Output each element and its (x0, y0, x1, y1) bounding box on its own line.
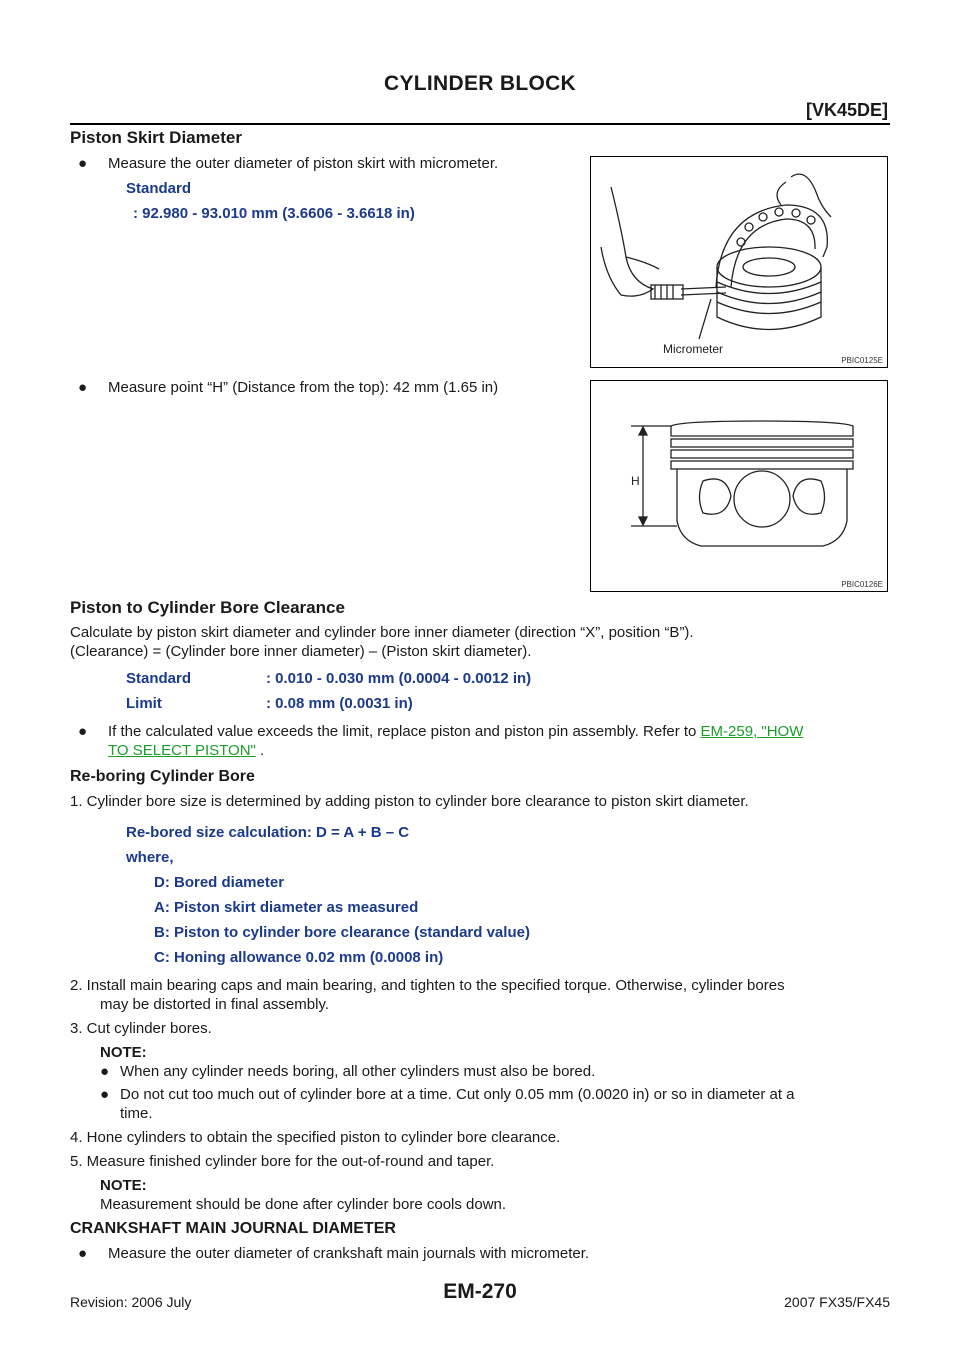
header-rule (70, 123, 890, 125)
clearance-paragraph-2: (Clearance) = (Cylinder bore inner diameter) – (Piston skirt diameter). (70, 643, 532, 660)
clearance-limit-value: : 0.08 mm (0.0031 in) (266, 695, 413, 712)
micrometer-illustration (591, 157, 887, 367)
piston-illustration (591, 381, 887, 591)
bullet-crankshaft (78, 1244, 920, 1263)
bullet-icon: ● (78, 155, 88, 172)
link-how-to-select-piston-cont[interactable]: TO SELECT PISTON" (108, 742, 256, 759)
link-how-to-select-piston[interactable]: EM-259, "HOW (700, 723, 804, 740)
note-label: NOTE: (100, 1044, 147, 1061)
step-5: 5. Measure finished cylinder bore for the out-of-round and taper. (70, 1153, 495, 1170)
clearance-paragraph-1: Calculate by piston skirt diameter and cylinder bore inner diameter (direction “X”, position “B”). (70, 624, 694, 641)
bullet-icon: ● (78, 723, 88, 740)
bullet-icon: ● (78, 1245, 88, 1262)
calc-where: where, (126, 849, 174, 866)
standard-label: Standard (126, 180, 192, 197)
engine-model: [VK45DE] (805, 100, 888, 120)
bullet-exceeds-limit (78, 722, 920, 760)
note2-label: NOTE: (100, 1177, 147, 1194)
figure-code: PBIC0126E (841, 580, 883, 589)
heading-piston-skirt-diameter: Piston Skirt Diameter (70, 128, 242, 147)
calc-a: A: Piston skirt diameter as measured (154, 899, 419, 916)
calc-formula: Re-bored size calculation: D = A + B – C (126, 824, 410, 841)
clearance-limit-label: Limit (126, 695, 162, 712)
figure-piston-h (590, 380, 888, 592)
bullet-icon: ● (100, 1063, 110, 1080)
step-1: 1. Cylinder bore size is determined by adding piston to cylinder bore clearance to piston skirt diameter. (70, 793, 749, 810)
calc-c: C: Honing allowance 0.02 mm (0.0008 in) (154, 949, 444, 966)
standard-value: : 92.980 - 93.010 mm (3.6606 - 3.6618 in) (133, 205, 415, 222)
bullet-text-cont: time. (120, 1105, 153, 1122)
bullet-text: Do not cut too much out of cylinder bore at a time. Cut only 0.05 mm (0.0020 in) or so in diameter at a (120, 1086, 795, 1103)
note2-text: Measurement should be done after cylinder bore cools down. (100, 1196, 507, 1213)
h-dimension-label: H (631, 474, 640, 488)
calc-b: B: Piston to cylinder bore clearance (standard value) (154, 924, 530, 941)
bullet-text: Measure point “H” (Distance from the top): 42 mm (1.65 in) (108, 379, 499, 396)
figure-code: PBIC0125E (841, 356, 883, 365)
micrometer-label: Micrometer (663, 342, 724, 356)
calc-d: D: Bored diameter (154, 874, 285, 891)
step-2: 2. Install main bearing caps and main bearing, and tighten to the specified torque. Otherwise, cylinder bores (70, 977, 785, 994)
page-title: CYLINDER BLOCK (383, 72, 577, 95)
bullet-icon: ● (100, 1086, 110, 1103)
note-bullet-1 (100, 1062, 910, 1081)
figure-micrometer (590, 156, 888, 368)
clearance-standard-label: Standard (126, 670, 192, 687)
bullet-icon: ● (78, 379, 88, 396)
page-number: EM-270 (443, 1280, 517, 1303)
footer-revision: Revision: 2006 July (70, 1294, 192, 1310)
step-3: 3. Cut cylinder bores. (70, 1020, 212, 1037)
step-2-cont: may be distorted in final assembly. (100, 996, 329, 1013)
step-4: 4. Hone cylinders to obtain the specified piston to cylinder bore clearance. (70, 1129, 561, 1146)
bullet-text: When any cylinder needs boring, all other cylinders must also be bored. (120, 1063, 596, 1080)
clearance-standard-value: : 0.010 - 0.030 mm (0.0004 - 0.0012 in) (266, 670, 532, 687)
bullet-text: If the calculated value exceeds the limit, replace piston and piston pin assembly. Refer to (108, 723, 701, 740)
bullet-measure-point (78, 378, 598, 397)
bullet-text: Measure the outer diameter of piston skirt with micrometer. (108, 155, 499, 172)
heading-piston-bore-clearance: Piston to Cylinder Bore Clearance (70, 598, 345, 617)
note-bullet-2 (100, 1085, 910, 1123)
bullet-text: Measure the outer diameter of crankshaft main journals with micrometer. (108, 1245, 590, 1262)
bullet-text-end: . (255, 742, 265, 759)
heading-reboring: Re-boring Cylinder Bore (70, 768, 255, 785)
footer-model: 2007 FX35/FX45 (784, 1294, 890, 1310)
bullet-measure-skirt (78, 154, 598, 173)
heading-crankshaft: CRANKSHAFT MAIN JOURNAL DIAMETER (70, 1220, 396, 1237)
